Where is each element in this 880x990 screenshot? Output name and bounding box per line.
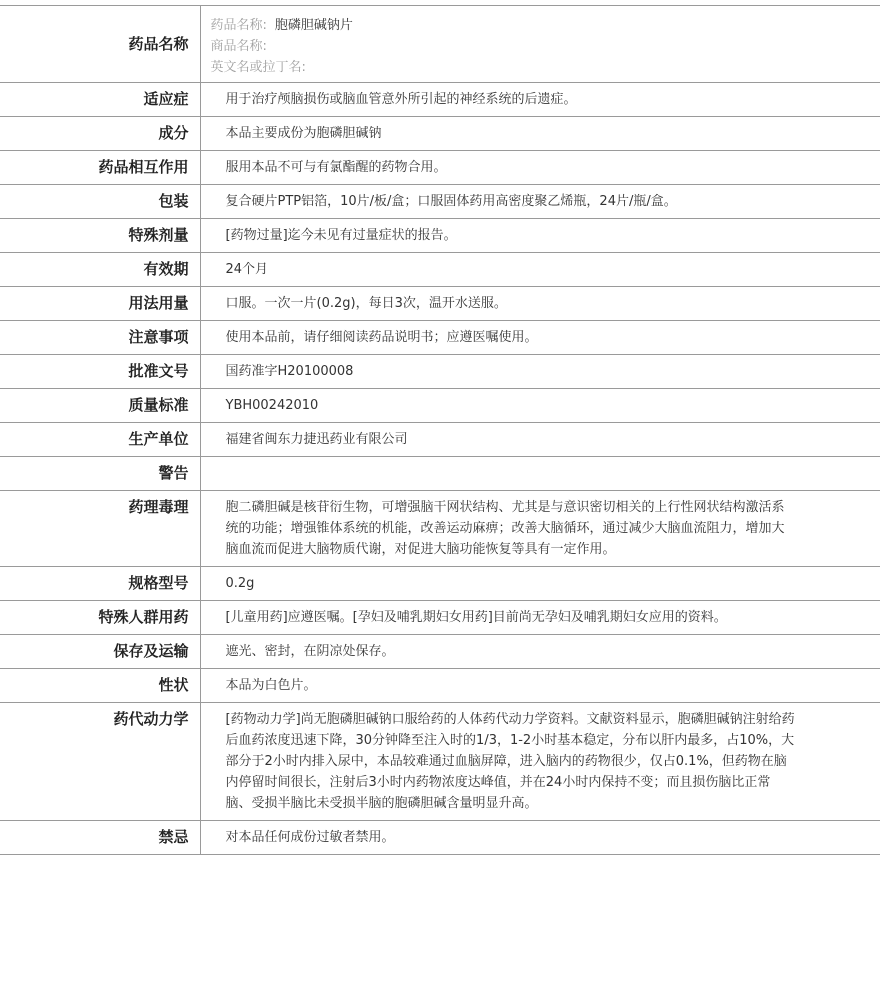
spec-label: 药品名称 [0,6,200,83]
spec-value: 24个月 [225,262,269,277]
spec-value: 胞二磷胆碱是核苷衍生物，可增强脑干网状结构、尤其是与意识密切相关的上行性网状结构激活系统的功能；增强锥体系统的机能，改善运动麻痹；改善大脑循环，通过减少大脑血流阻力，增加大脑血流而促进大脑物质代谢，对促进大脑功能恢复等具有一定作用。 [225,500,785,557]
spec-row-package [0,185,880,219]
english-name-key: 英文名或拉丁名: [210,60,306,75]
generic-name-line [211,15,796,36]
spec-row-special-dosage [0,219,880,253]
trade-name-key: 商品名称: [210,39,267,54]
spec-row-pharmacology [0,491,880,567]
spec-label: 警告 [0,457,200,491]
spec-value: 用于治疗颅脑损伤或脑血管意外所引起的神经系统的后遗症。 [225,92,577,107]
spec-value: 口服。一次一片(0.2g)，每日3次，温开水送服。 [225,296,507,311]
spec-label: 注意事项 [0,321,200,355]
spec-row-specification [0,567,880,601]
generic-name-key: 药品名称: [210,18,267,33]
spec-value: 福建省闽东力捷迅药业有限公司 [225,432,408,447]
spec-label: 生产单位 [0,423,200,457]
trade-name-line [211,36,796,57]
spec-row-shelf-life [0,253,880,287]
spec-label: 药代动力学 [0,703,200,821]
spec-label: 用法用量 [0,287,200,321]
spec-value: [儿童用药]应遵医嘱。[孕妇及哺乳期妇女用药]目前尚无孕妇及哺乳期妇女应用的资料。 [225,610,727,625]
spec-label: 成分 [0,117,200,151]
spec-value: 对本品任何成份过敏者禁用。 [225,830,395,845]
spec-label: 禁忌 [0,821,200,855]
english-name-line [211,57,796,78]
spec-value: [药物动力学]尚无胞磷胆碱钠口服给药的人体药代动力学资料。文献资料显示，胞磷胆碱钠注射给药后血药浓度迅速下降，30分钟降至注入时的1/3，1-2小时基本稳定，分布以肝内最多，占10%，大部分于2小时内排入尿中，本品较难通过血脑屏障，进入脑内的药物很少，仅占0.1%，但药物在脑内停留时间很长，注射后3小时内药物浓度达峰值，并在24小时内保持不变；而且损伤脑比正常脑、受损半脑比未受损半脑的胞磷胆碱含量明显升高。 [225,712,795,811]
spec-row-contraindications [0,821,880,855]
spec-value: 本品主要成份为胞磷胆碱钠 [225,126,382,141]
spec-value: [药物过量]迄今未见有过量症状的报告。 [225,228,457,243]
spec-value: 服用本品不可与有氯酯醒的药物合用。 [225,160,447,175]
spec-label: 特殊剂量 [0,219,200,253]
spec-value: 遮光、密封，在阴凉处保存。 [225,644,395,659]
spec-row-ingredients [0,117,880,151]
spec-row-quality-standard [0,389,880,423]
spec-row-appearance [0,669,880,703]
spec-label: 药品相互作用 [0,151,200,185]
spec-value: 复合硬片PTP铝箔，10片/板/盒；口服固体药用高密度聚乙烯瓶，24片/瓶/盒。 [225,194,677,209]
spec-value: 国药准字H20100008 [225,364,354,379]
spec-value: 0.2g [225,576,255,591]
spec-value: 使用本品前，请仔细阅读药品说明书；应遵医嘱使用。 [225,330,538,345]
spec-label: 保存及运输 [0,635,200,669]
spec-row-interactions [0,151,880,185]
spec-row-approval-number [0,355,880,389]
drug-spec-table [0,5,880,855]
spec-row-usage [0,287,880,321]
spec-label: 药理毒理 [0,491,200,567]
spec-label: 包装 [0,185,200,219]
spec-row-special-populations [0,601,880,635]
spec-row-pharmacokinetics [0,703,880,821]
spec-label: 规格型号 [0,567,200,601]
spec-value: YBH00242010 [225,398,319,413]
generic-name-value: 胞磷胆碱钠片 [274,18,353,33]
spec-row-manufacturer [0,423,880,457]
spec-value: 本品为白色片。 [225,678,317,693]
spec-row-indication [0,83,880,117]
name-details [200,6,880,83]
spec-value [200,457,880,491]
spec-label: 特殊人群用药 [0,601,200,635]
spec-label: 批准文号 [0,355,200,389]
spec-row-warning [0,457,880,491]
spec-label: 适应症 [0,83,200,117]
spec-row-name [0,6,880,83]
spec-row-storage [0,635,880,669]
spec-row-precautions [0,321,880,355]
spec-label: 性状 [0,669,200,703]
spec-label: 有效期 [0,253,200,287]
spec-label: 质量标准 [0,389,200,423]
